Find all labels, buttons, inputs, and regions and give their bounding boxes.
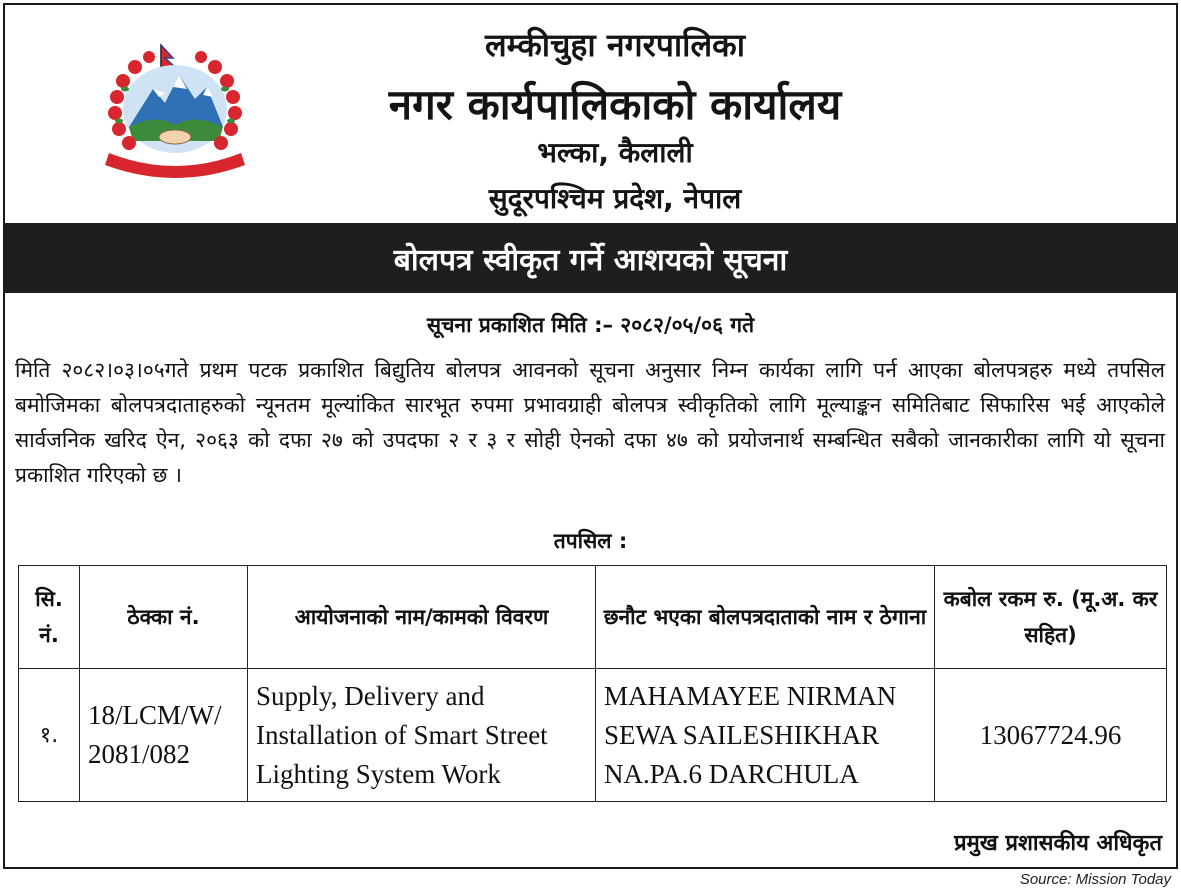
bid-table <box>18 565 1167 802</box>
table-header-row <box>19 566 1167 669</box>
cell-serial: १. <box>19 669 80 802</box>
nepal-government-emblem <box>95 41 255 179</box>
table-row <box>19 669 1167 802</box>
header-serial: सि. नं. <box>19 566 80 669</box>
notice-body: मिति २०८२।०३।०५गते प्रथम पटक प्रकाशित बिद्युतिय बोलपत्र आवनको सूचना अनुसार निम्न कार्यका लागि पर्न आएका बोलपत्रहरु मध्ये तपसिल बमोजिमका बोलपत्रदाताहरुको न्यूनतम मूल्यांकित सारभूत रुपमा प्रभावग्राही बोलपत्र स्वीकृतिको लागि मूल्याङ्कन समितिबाट सिफारिस भई आएकोले सार्वजनिक खरिद ऐन, २०६३ को दफा २७ को उपदफा २ र ३ र सोही ऐनको दफा ४७ को प्रयोजनार्थ सम्बन्धित सबैको जानकारीका लागि यो सूचना प्रकाशित गरिएको छ । <box>15 358 1165 487</box>
notice-frame <box>3 3 1178 869</box>
office-location: भल्का, कैलाली <box>537 136 693 169</box>
header-contract-no: ठेक्का नं. <box>80 566 248 669</box>
header-amount: कबोल रकम रु. (मू.अ. कर सहित) <box>935 566 1167 669</box>
cell-project: Supply, Delivery and Installation of Smart Street Lighting System Work <box>248 669 596 802</box>
cell-bidder: MAHAMAYEE NIRMAN SEWA SAILESHIKHAR NA.PA.6 DARCHULA <box>596 669 935 802</box>
header-bidder: छनौट भएका बोलपत्रदाताको नाम र ठेगाना <box>596 566 935 669</box>
municipality-name: लम्कीचुहा नगरपालिका <box>484 26 746 64</box>
province-country: सुदूरपश्चिम प्रदेश, नेपाल <box>488 182 742 215</box>
cell-amount: 13067724.96 <box>935 669 1167 802</box>
notice-title: बोलपत्र स्वीकृत गर्ने आशयको सूचना <box>393 242 788 278</box>
published-date: सूचना प्रकाशित मिति :– २०८२/०५/०६ गते <box>426 313 755 337</box>
details-label: तपसिल : <box>553 529 628 553</box>
notice-title-banner <box>5 223 1176 293</box>
cell-contract-no: 18/LCM/W/ 2081/082 <box>80 669 248 802</box>
office-name: नगर कार्यपालिकाको कार्यालय <box>388 80 842 129</box>
signatory-title: प्रमुख प्रशासकीय अधिकृत <box>954 831 1162 856</box>
header-project: आयोजनाको नाम/कामको विवरण <box>248 566 596 669</box>
source-credit: Source: Mission Today <box>1019 871 1171 888</box>
